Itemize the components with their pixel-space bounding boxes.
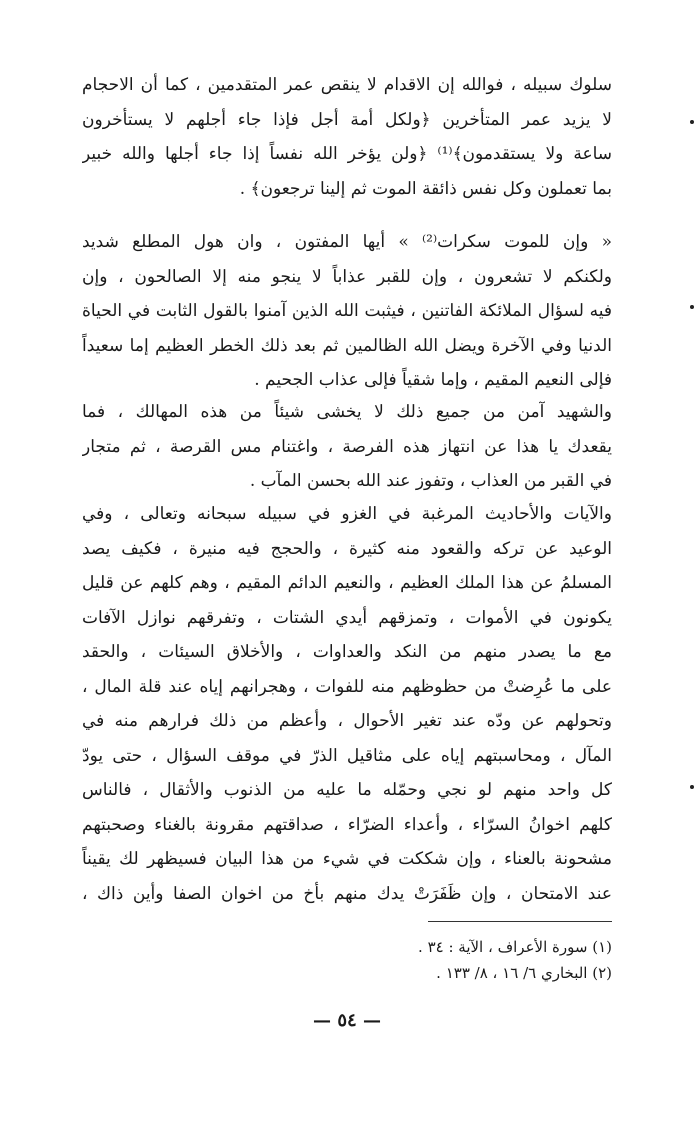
- footnotes: [300, 934, 612, 986]
- paragraph-line: والشهيد آمن من جميع ذلك لا يخشى شيئاً من هذه المهالك ، فما: [82, 402, 612, 422]
- paragraph-line: كل واحد منهم لو نجي وحمّله ما عليه من الذنوب والأثقال ، فالناس: [82, 780, 612, 800]
- paragraph-line: مع ما يصدر منهم من النكد والعداوات ، والأخلاق السيئات ، والحقد: [82, 642, 612, 662]
- paragraph-line: على ما عُرِضتْ من حظوظهم منه للفوات ، وهجرانهم إياه عند قلة المال ،: [82, 676, 612, 697]
- paragraph-4: [82, 497, 612, 911]
- paragraph-line: والآيات والأحاديث المرغبة في الغزو في سبيله سبحانه وتعالى ، وفي: [82, 504, 612, 524]
- paragraph-line: كلهم اخوانُ السرّاء ، وأعداء الضرّاء ، صداقتهم مقرونة بالغناء وصحبتهم: [82, 814, 612, 835]
- paragraph-line: فإلى النعيم المقيم ، وإما شقياً فإلى عذاب الجحيم .: [254, 370, 612, 390]
- margin-mark-lower: [690, 785, 694, 789]
- paragraph-line: عند الامتحان ، وإن ظَفَرَتْ يدك منهم بأخ من اخوان الصفا وأين ذاك ،: [82, 883, 612, 904]
- paragraph-line: ساعة ولا يستقدمون﴾⁽¹⁾ ﴿ولن يؤخر الله نفساً إذا جاء أجلها والله خبير: [82, 144, 612, 164]
- paragraph-2: [82, 225, 612, 398]
- paragraph-line: وتحولهم عن ودّه عند تغير الأحوال ، وأعظم من ذلك فرارهم منه في: [82, 711, 612, 731]
- footnote-1: (١) سورة الأعراف ، الآية : ٣٤ .: [418, 938, 612, 956]
- footnote-divider: [428, 921, 612, 922]
- paragraph-line: يقعدك يا هذا عن انتهاز هذه الفرصة ، واغتنام مس القرصة ، ثم متجار: [82, 436, 612, 457]
- paragraph-line: المسلمُ عن هذا الملك العظيم ، والنعيم الدائم المقيم ، وهم كلهم عن قليل: [82, 573, 612, 593]
- paragraph-line: مشحونة بالعناء ، وإن شككت في شيء من هذا البيان فسيظهر لك يقيناً: [82, 849, 612, 869]
- paragraph-line: الوعيد عن تركه والقعود منه كثيرة ، والحجج فيه منيرة ، فكيف يصد: [82, 538, 612, 559]
- paragraph-line: سلوك سبيله ، فوالله إن الاقدام لا ينقص عمر المتقدمين ، كما أن الاحجام: [82, 75, 612, 95]
- paragraph-1: [82, 68, 612, 206]
- paragraph-line: في القبر من العذاب ، وتفوز عند الله بحسن المآب .: [249, 471, 612, 491]
- paragraph-line: لا يزيد عمر المتأخرين ﴿ولكل أمة أجل فإذا جاء أجلهم لا يستأخرون: [82, 109, 612, 130]
- margin-mark-top: [690, 120, 694, 124]
- paragraph-line: بما تعملون وكل نفس ذائقة الموت ثم إلينا ترجعون﴾ .: [239, 178, 612, 199]
- margin-mark-middle: [690, 305, 694, 309]
- paragraph-line: « وإن للموت سكرات⁽²⁾ » أيها المفتون ، وان هول المطلع شديد: [82, 232, 612, 252]
- paragraph-3: [82, 395, 612, 499]
- paragraph-line: المآل ، ومحاسبتهم إياه على مثاقيل الذرّ في موقف السؤال ، حتى يودّ: [82, 745, 612, 766]
- page-number: — ٥٤ —: [313, 1010, 381, 1031]
- paragraph-line: يكونون في الأموات ، وتمزقهم أيدي الشتات ، وتفرقهم نوازل الآفات: [82, 607, 612, 628]
- paragraph-line: فيه لسؤال الملائكة الفاتنين ، فيثبت الله الذين آمنوا بالقول الثابت في الحياة: [82, 301, 612, 321]
- paragraph-line: الدنيا وفي الآخرة ويضل الله الظالمين ثم بعد ذلك الخطر العظيم إما سعيداً: [82, 335, 612, 356]
- paragraph-line: ولكنكم لا تشعرون ، وإن للقبر عذاباً لا ينجو منه إلا الصالحون ، وإن: [82, 266, 612, 287]
- footnote-2: (٢) البخاري ٦/ ١٦ ، ٨/ ١٣٣ .: [436, 964, 612, 982]
